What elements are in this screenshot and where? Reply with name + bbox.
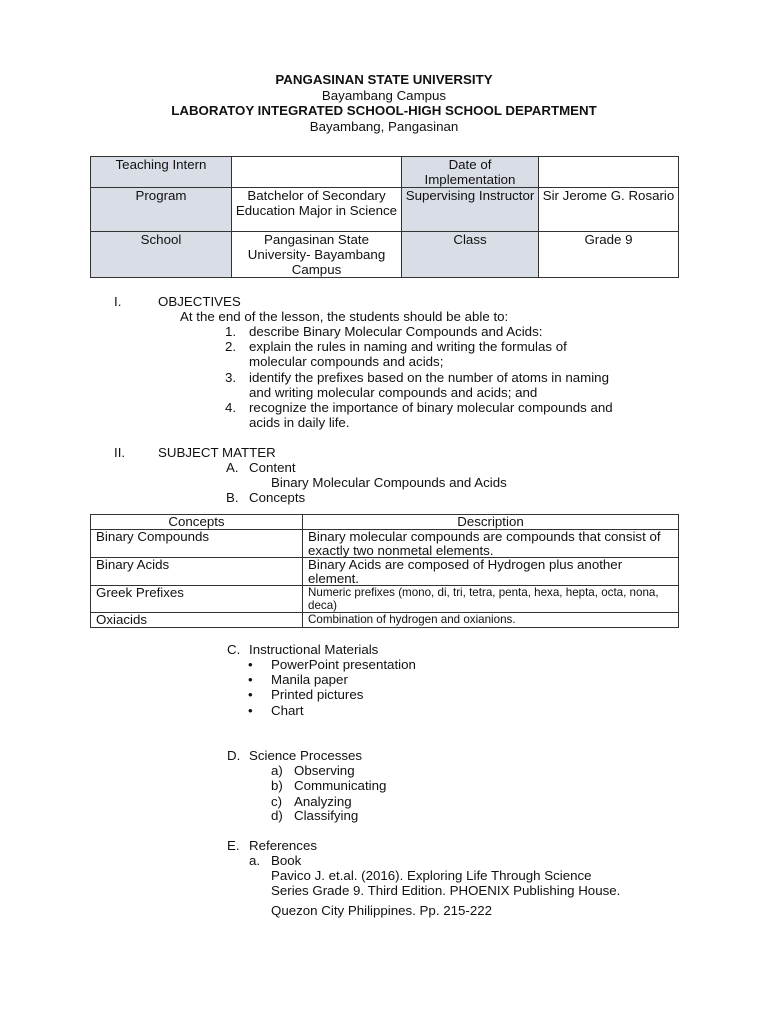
process-letter: c) xyxy=(271,794,283,809)
process-letter: a) xyxy=(271,763,283,778)
table-row xyxy=(91,586,679,613)
concepts-header: Concepts xyxy=(91,515,303,530)
objective-line: identify the prefixes based on the number of atoms in naming xyxy=(249,370,609,385)
campus-name: Bayambang Campus xyxy=(321,87,447,103)
date-value xyxy=(539,157,679,188)
content-label: Content xyxy=(249,460,296,475)
bullet-icon: • xyxy=(248,687,253,702)
concept-name: Oxiacids xyxy=(91,613,303,628)
concept-description: Combination of hydrogen and oxianions. xyxy=(303,613,679,628)
info-table xyxy=(90,156,679,278)
citation-line: Quezon City Philippines. Pp. 215-222 xyxy=(271,903,493,918)
book-letter: a. xyxy=(249,853,261,868)
process-item: Observing xyxy=(294,763,355,778)
school-label: School xyxy=(91,232,232,278)
concept-description: Numeric prefixes (mono, di, tri, tetra, penta, hexa, hepta, octa, nona, deca) xyxy=(303,586,679,613)
objective-line: recognize the importance of binary molecular compounds and xyxy=(249,400,613,415)
objective-line: acids in daily life. xyxy=(249,415,350,430)
objective-line: molecular compounds and acids; xyxy=(249,354,444,369)
objectives-heading: OBJECTIVES xyxy=(158,294,241,309)
date-label: Date of Implementation xyxy=(402,157,539,188)
objective-number: 1. xyxy=(225,324,237,339)
citation-line: Pavico J. et.al. (2016). Exploring Life Through Science xyxy=(271,868,592,883)
program-label: Program xyxy=(91,188,232,232)
table-row xyxy=(91,530,679,558)
material-item: Printed pictures xyxy=(271,687,364,702)
university-name: PANGASINAN STATE UNIVERSITY xyxy=(275,72,493,87)
concept-name: Greek Prefixes xyxy=(91,586,303,613)
concept-description: Binary molecular compounds are compounds that consist of exactly two nonmetal elements. xyxy=(303,530,679,558)
objective-number: 3. xyxy=(225,370,237,385)
objective-line: explain the rules in naming and writing the formulas of xyxy=(249,339,567,354)
material-item: PowerPoint presentation xyxy=(271,657,416,672)
objective-number: 4. xyxy=(225,400,237,415)
citation-line: Series Grade 9. Third Edition. PHOENIX Publishing House. xyxy=(271,883,621,898)
class-value: Grade 9 xyxy=(539,232,679,278)
material-item: Manila paper xyxy=(271,672,348,687)
objectives-intro: At the end of the lesson, the students should be able to: xyxy=(180,309,509,324)
concept-name: Binary Acids xyxy=(91,558,303,586)
book-label: Book xyxy=(271,853,302,868)
supervising-label: Supervising Instructor xyxy=(402,188,539,232)
subject-matter-heading: SUBJECT MATTER xyxy=(158,445,276,460)
program-value: Batchelor of Secondary Education Major in Science xyxy=(232,188,402,232)
department-name: LABORATOY INTEGRATED SCHOOL-HIGH SCHOOL DEPARTMENT xyxy=(171,103,597,118)
concept-description: Binary Acids are composed of Hydrogen plus another element. xyxy=(303,558,679,586)
table-row xyxy=(91,558,679,586)
objective-line: describe Binary Molecular Compounds and Acids: xyxy=(249,324,543,339)
concept-name: Binary Compounds xyxy=(91,530,303,558)
references-letter: E. xyxy=(227,838,240,853)
process-letter: b) xyxy=(271,778,283,793)
materials-label: Instructional Materials xyxy=(249,642,379,657)
bullet-icon: • xyxy=(248,703,253,718)
supervising-value: Sir Jerome G. Rosario xyxy=(539,188,679,232)
bullet-icon: • xyxy=(248,657,253,672)
school-value: Pangasinan State University- Bayambang Campus xyxy=(232,232,402,278)
content-letter: A. xyxy=(226,460,239,475)
description-header: Description xyxy=(303,515,679,530)
subject-matter-numeral: II. xyxy=(114,445,126,460)
objective-number: 2. xyxy=(225,339,237,354)
process-item: Communicating xyxy=(294,778,387,793)
content-value: Binary Molecular Compounds and Acids xyxy=(271,475,507,490)
processes-letter: D. xyxy=(227,748,241,763)
concepts-letter: B. xyxy=(226,490,239,505)
concepts-label: Concepts xyxy=(249,490,306,505)
class-label: Class xyxy=(402,232,539,278)
materials-letter: C. xyxy=(227,642,241,657)
processes-label: Science Processes xyxy=(249,748,363,763)
references-label: References xyxy=(249,838,317,853)
objective-line: and writing molecular compounds and acids; and xyxy=(249,385,538,400)
teaching-intern-label: Teaching Intern xyxy=(91,157,232,188)
objectives-numeral: I. xyxy=(114,294,122,309)
concepts-table xyxy=(90,514,679,628)
process-letter: d) xyxy=(271,808,283,823)
location: Bayambang, Pangasinan xyxy=(309,118,459,134)
document-header xyxy=(0,72,768,134)
process-item: Analyzing xyxy=(294,794,352,809)
process-item: Classifying xyxy=(294,808,359,823)
teaching-intern-value xyxy=(232,157,402,188)
table-row xyxy=(91,613,679,628)
bullet-icon: • xyxy=(248,672,253,687)
material-item: Chart xyxy=(271,703,304,718)
